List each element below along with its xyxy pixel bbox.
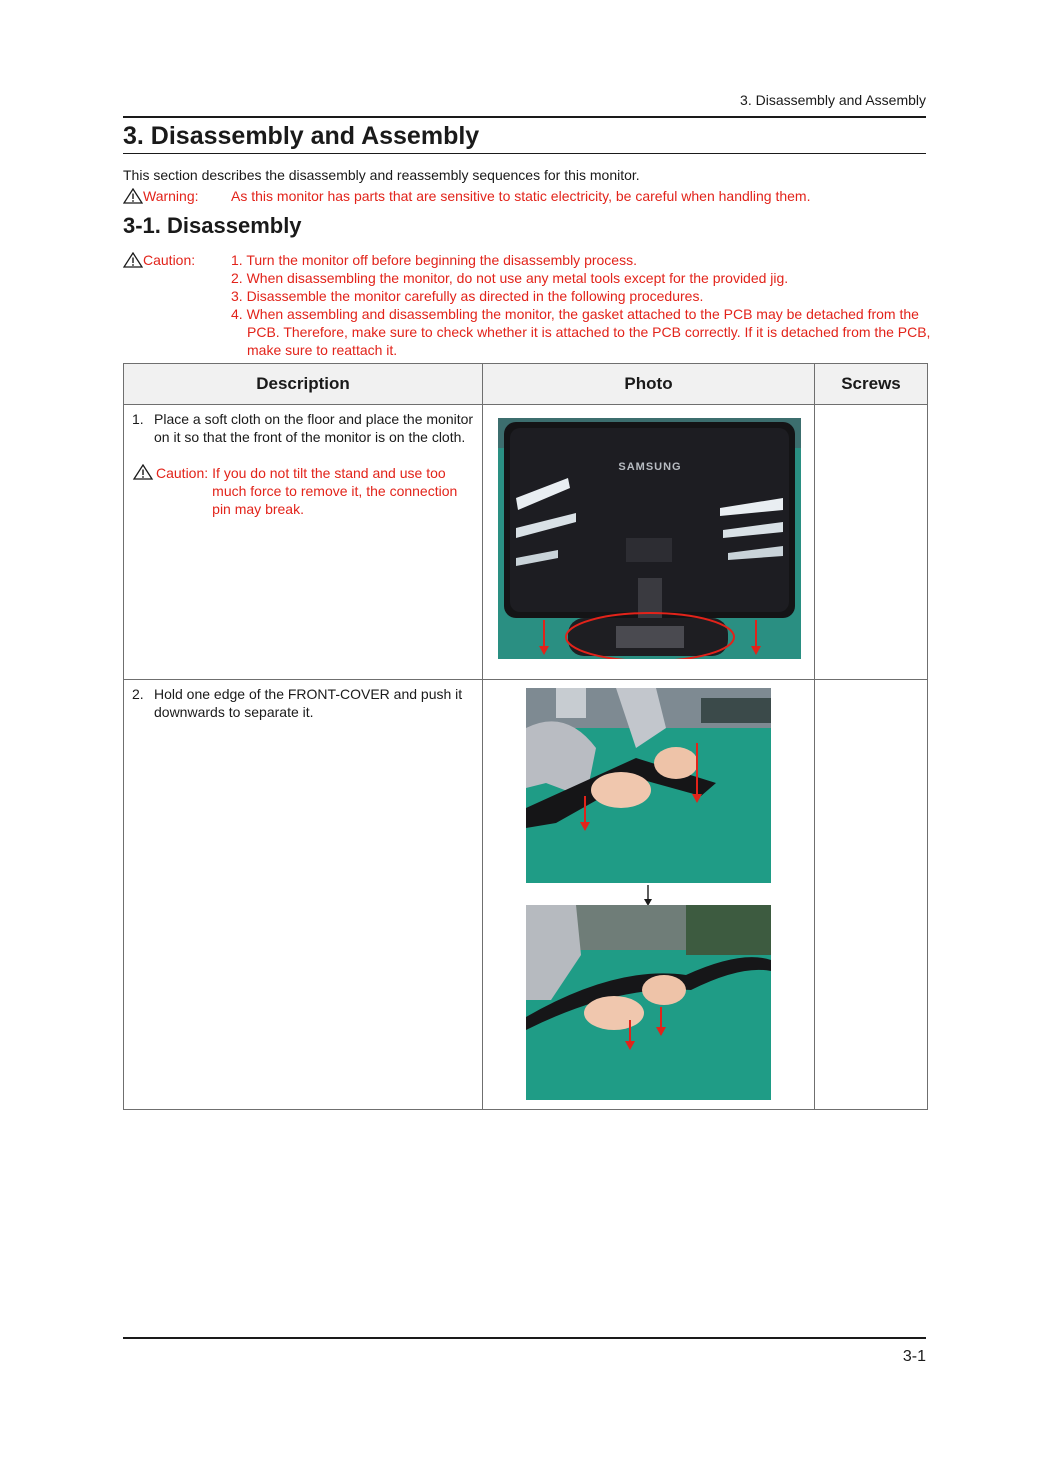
table-row <box>124 405 928 680</box>
warning-line <box>123 188 926 204</box>
step-photo-cell <box>483 405 815 680</box>
section-title: 3-1. Disassembly <box>123 213 302 238</box>
front-cover-photo-2 <box>526 905 771 1100</box>
step-text: Place a soft cloth on the floor and place the monitor on it so that the front of the monitor is on the cloth. <box>154 411 474 445</box>
page-number: 3-1 <box>902 1348 926 1365</box>
intro-text: This section describes the disassembly and reassembly sequences for this monitor. <box>123 167 640 183</box>
step-description <box>124 680 483 1110</box>
step-number: 1. <box>132 411 144 427</box>
step-screws-cell <box>815 680 928 1110</box>
warning-icon <box>123 188 143 204</box>
step-screws-cell <box>815 405 928 680</box>
caution-item: 2. When disassembling the monitor, do not use any metal tools except for the provided jig. <box>231 270 789 286</box>
table-row <box>124 680 928 1110</box>
caution-item: 1. Turn the monitor off before beginning the disassembly process. <box>231 252 637 268</box>
caution-item: 4. When assembling and disassembling the monitor, the gasket attached to the PCB may be detached from the PCB. Therefore, make sure to check whether it is attached to the PCB correctly. If it is detached from the PCB, make sure to reattach it. <box>231 306 931 358</box>
caution-item: 3. Disassemble the monitor carefully as directed in the following procedures. <box>231 288 704 304</box>
step-caution-label: Caution: <box>156 465 209 481</box>
caution-icon <box>123 252 143 268</box>
col-header-screws: Screws <box>815 364 928 405</box>
running-header: 3. Disassembly and Assembly <box>740 92 926 108</box>
caution-list <box>231 251 931 359</box>
caution-label-group <box>123 251 195 269</box>
col-header-description: Description <box>124 364 483 405</box>
step-number: 2. <box>132 686 144 702</box>
header-rule <box>123 116 926 118</box>
arrow-down-icon <box>643 885 653 907</box>
warning-text: As this monitor has parts that are sensitive to static electricity, be careful when handling them. <box>231 188 811 204</box>
brand-label: SAMSUNG <box>618 461 682 473</box>
step-text: Hold one edge of the FRONT-COVER and push it downwards to separate it. <box>154 686 463 720</box>
page-title: 3. Disassembly and Assembly <box>123 122 480 150</box>
caution-icon <box>132 464 156 480</box>
col-header-photo: Photo <box>483 364 815 405</box>
step-caution-text: If you do not tilt the stand and use too much force to remove it, the connection pin may break. <box>212 465 458 517</box>
steps-table <box>123 363 928 1110</box>
table-header-row <box>124 364 928 405</box>
step-photo-cell <box>483 680 815 1110</box>
step-caution <box>132 464 474 518</box>
footer-rule <box>123 1337 926 1339</box>
monitor-back-photo <box>498 418 801 659</box>
caution-label: Caution: <box>143 252 196 268</box>
title-rule <box>123 153 926 154</box>
step-description <box>124 405 483 680</box>
warning-label: Warning: <box>143 188 199 204</box>
front-cover-photo-1 <box>526 688 771 883</box>
